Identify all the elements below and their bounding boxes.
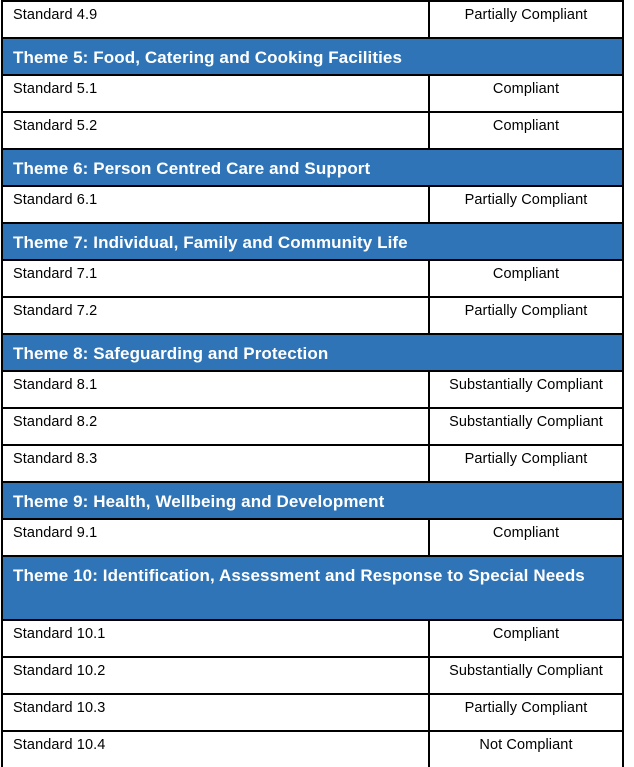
standard-row: [2, 112, 623, 149]
theme-header-row: [2, 334, 623, 371]
standard-row: [2, 731, 623, 767]
standard-label: Standard 10.1: [2, 620, 429, 657]
compliance-status: Compliant: [429, 75, 623, 112]
compliance-status: Compliant: [429, 112, 623, 149]
standard-row: [2, 186, 623, 223]
standard-label: Standard 7.2: [2, 297, 429, 334]
compliance-status: Substantially Compliant: [429, 657, 623, 694]
standard-label: Standard 10.2: [2, 657, 429, 694]
standard-label: Standard 4.9: [2, 1, 429, 38]
standard-label: Standard 6.1: [2, 186, 429, 223]
theme-header-row: [2, 38, 623, 75]
standard-row: [2, 657, 623, 694]
theme-header-row: [2, 482, 623, 519]
compliance-status: Not Compliant: [429, 731, 623, 767]
theme-header-label: Theme 6: Person Centred Care and Support: [2, 149, 623, 186]
compliance-status: Compliant: [429, 260, 623, 297]
theme-header-row: [2, 556, 623, 620]
standard-row: [2, 260, 623, 297]
compliance-status: Partially Compliant: [429, 694, 623, 731]
theme-header-label: Theme 10: Identification, Assessment and Response to Special Needs: [2, 556, 623, 620]
theme-header-label: Theme 7: Individual, Family and Community Life: [2, 223, 623, 260]
standard-row: [2, 408, 623, 445]
compliance-status: Partially Compliant: [429, 297, 623, 334]
compliance-status: Compliant: [429, 519, 623, 556]
standard-label: Standard 8.3: [2, 445, 429, 482]
standard-label: Standard 8.2: [2, 408, 429, 445]
theme-header-row: [2, 223, 623, 260]
standard-row: [2, 371, 623, 408]
compliance-status: Substantially Compliant: [429, 408, 623, 445]
standard-label: Standard 5.1: [2, 75, 429, 112]
compliance-status: Partially Compliant: [429, 445, 623, 482]
standard-row: [2, 1, 623, 38]
compliance-status: Substantially Compliant: [429, 371, 623, 408]
compliance-status: Partially Compliant: [429, 186, 623, 223]
standard-row: [2, 445, 623, 482]
standard-label: Standard 10.3: [2, 694, 429, 731]
theme-header-row: [2, 149, 623, 186]
compliance-table-body: [2, 1, 623, 767]
standard-label: Standard 7.1: [2, 260, 429, 297]
standard-row: [2, 297, 623, 334]
standard-label: Standard 5.2: [2, 112, 429, 149]
compliance-status: Partially Compliant: [429, 1, 623, 38]
standard-row: [2, 75, 623, 112]
standard-row: [2, 694, 623, 731]
standard-row: [2, 519, 623, 556]
compliance-table: [1, 0, 624, 767]
compliance-status: Compliant: [429, 620, 623, 657]
theme-header-label: Theme 5: Food, Catering and Cooking Facilities: [2, 38, 623, 75]
standard-label: Standard 9.1: [2, 519, 429, 556]
standard-label: Standard 10.4: [2, 731, 429, 767]
theme-header-label: Theme 8: Safeguarding and Protection: [2, 334, 623, 371]
standard-label: Standard 8.1: [2, 371, 429, 408]
theme-header-label: Theme 9: Health, Wellbeing and Development: [2, 482, 623, 519]
standard-row: [2, 620, 623, 657]
